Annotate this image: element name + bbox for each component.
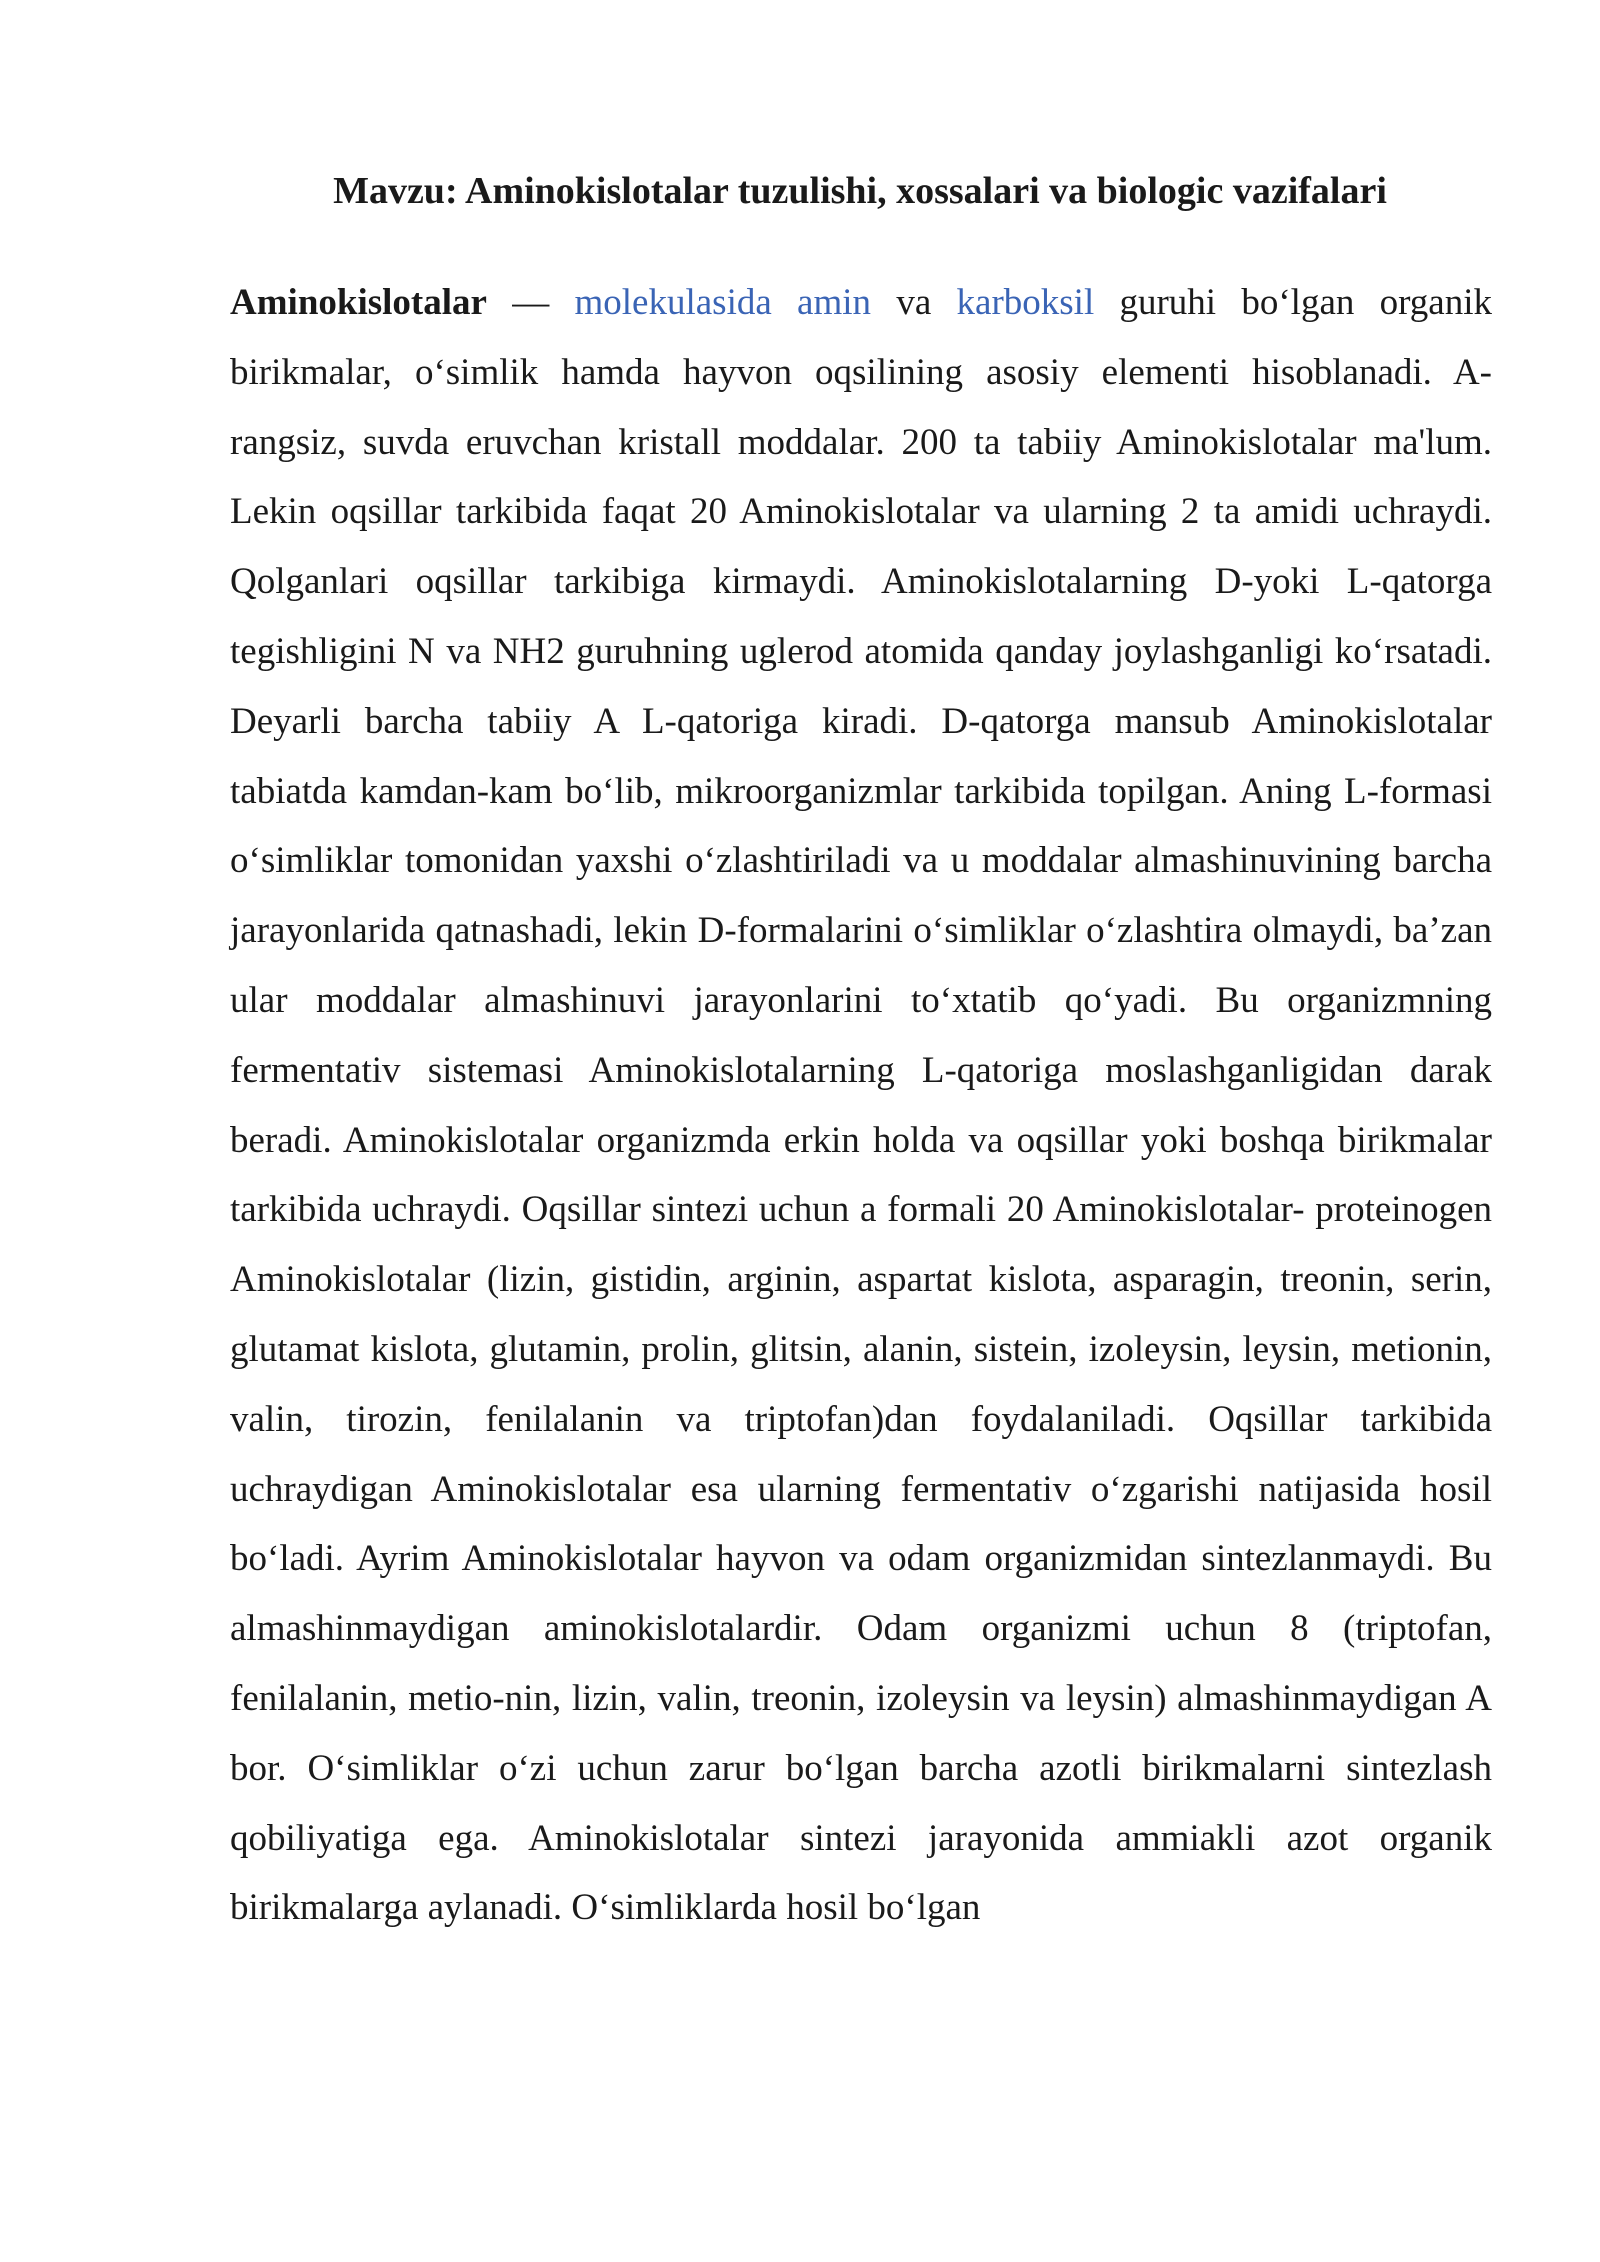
document-title: Mavzu: Aminokislotalar tuzulishi, xossalari va biologic vazifalari [333, 170, 1387, 212]
link-karboksil[interactable]: karboksil [956, 282, 1095, 323]
lead-dash: — [486, 282, 575, 323]
body-paragraph [230, 268, 1492, 1943]
body-text: guruhi bo‘lgan organik birikmalar, o‘simlik hamda hayvon oqsilining asosiy elementi hisoblanadi. A-rangsiz, suvda eruvchan kristall moddalar. 200 ta tabiiy Aminokislotalar ma'lum. Lekin oqsillar tarkibida faqat 20 Aminokislotalar va ularning 2 ta amidi uchraydi. Qolganlari oqsillar tarkibiga kirmaydi. Aminokislotalarning D-yoki L-qatorga tegishligini N va NH2 guruhning uglerod atomida qanday joylashganligi ko‘rsatadi. Deyarli barcha tabiiy A L-qatoriga kiradi. D-qatorga mansub Aminokislotalar tabiatda kamdan-kam bo‘lib, mikroorganizmlar tarkibida topilgan. Aning L-formasi o‘simliklar tomonidan yaxshi o‘zlashtiriladi va u moddalar almashinuvining barcha jarayonlarida qatnashadi, lekin D-formalarini o‘simliklar o‘zlashtira olmaydi, ba’zan ular moddalar almashinuvi jarayonlarini to‘xtatib qo‘yadi. Bu organizmning fermentativ sistemasi Aminokislotalarning L-qatoriga moslashganligidan darak beradi. Aminokislotalar organizmda erkin holda va oqsillar yoki boshqa birikmalar tarkibida uchraydi. Oqsillar sintezi uchun a formali 20 Aminokislotalar- proteinogen Aminokislotalar (lizin, gistidin, arginin, aspartat kislota, asparagin, treonin, serin, glutamat kislota, glutamin, prolin, glitsin, alanin, sistein, izoleysin, leysin, metionin, valin, tirozin, fenilalanin va triptofan)dan foydalaniladi. Oqsillar tarkibida uchraydigan Aminokislotalar esa ularning fermentativ o‘zgarishi natijasida hosil bo‘ladi. Ayrim Aminokislotalar hayvon va odam organizmidan sintezlanmaydi. Bu almashinmaydigan aminokislotalardir. Odam organizmi uchun 8 (triptofan, fenilalanin, metio-nin, lizin, valin, treonin, izoleysin va leysin) almashinmaydigan A bor. O‘simliklar o‘zi uchun zarur bo‘lgan barcha azotli birikmalarni sintezlash qobiliyatiga ega. Aminokislotalar sintezi jarayonida ammiakli azot organik birikmalarga aylanadi. O‘simliklarda hosil bo‘lgan [230, 282, 1492, 1929]
link-molekulasida-amin[interactable]: molekulasida amin [574, 282, 872, 323]
lead-term: Aminokislotalar [230, 282, 487, 323]
connector-text: va [871, 282, 957, 323]
